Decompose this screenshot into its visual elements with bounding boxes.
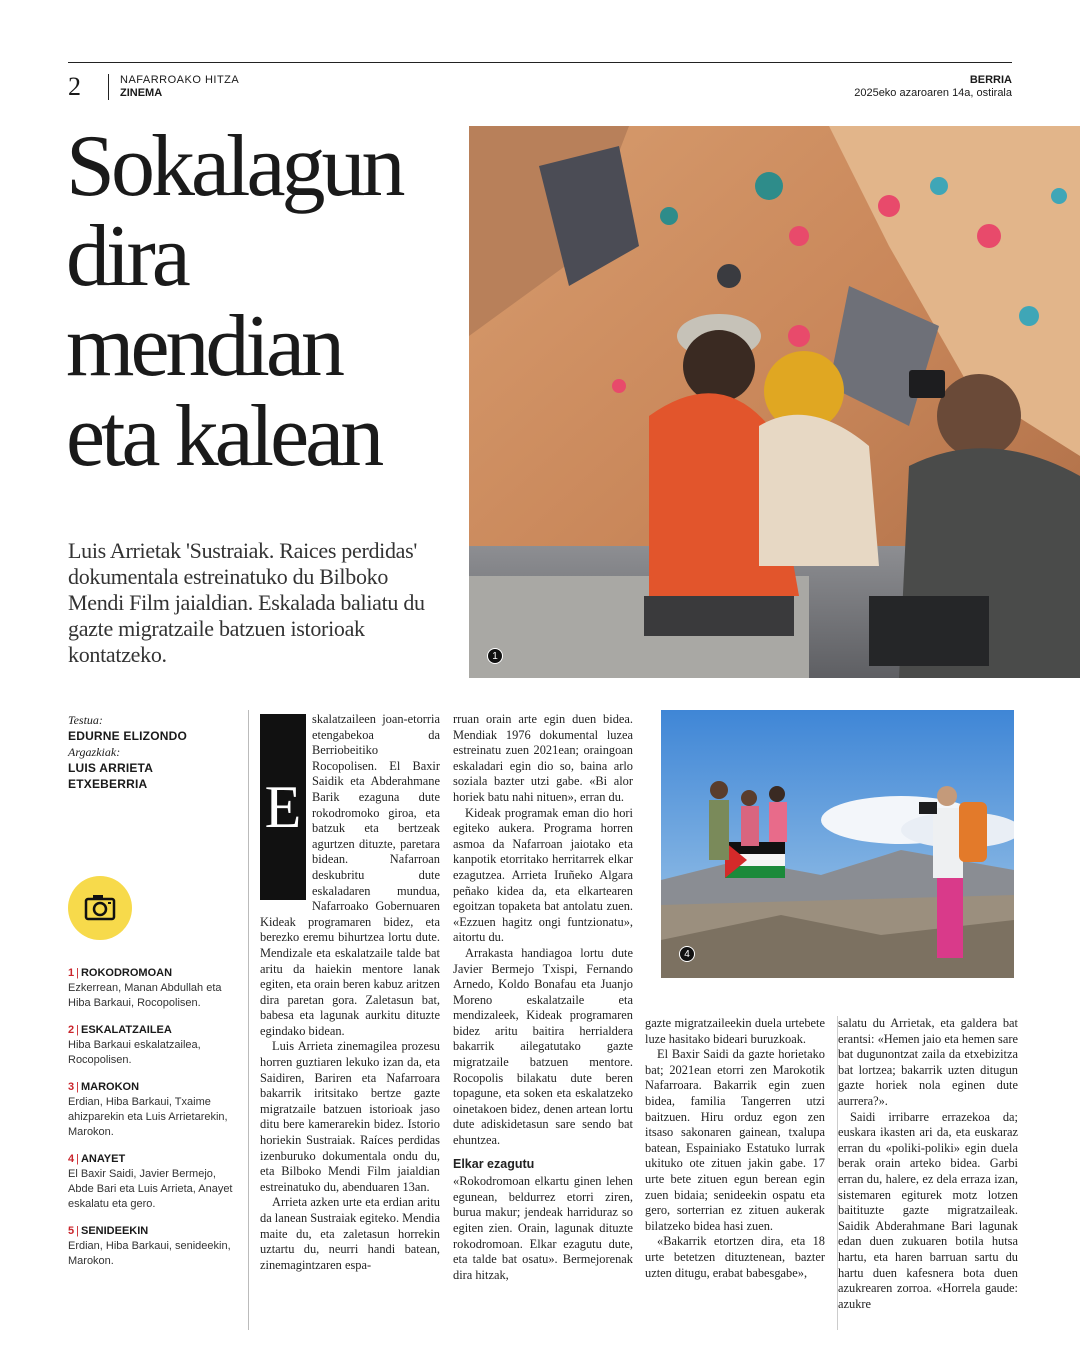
body-paragraph: El Baxir Saidi da gazte horietako bat; 2021ean etorri zen Marokotik Nafarroara. Bakarrik egin zuen bidea, familia Tangerren utzi baitzuen. Hiru orduz egon zen itsaso sakonaren gainean, txalupa batean, Espainiako Estatuko lurrak ukituko ote zituen jakin gabe. 17 urte bete zituen egun berean egin zuen bidaia; senideekin ospatu eta gero, sorterrian ez zituen aukerak bilatzeko bidea hasi zuen. bbox=[645, 1047, 825, 1233]
section-label bbox=[120, 74, 239, 100]
caption-title: ANAYET bbox=[80, 1153, 126, 1165]
text-credit-label: Testua: bbox=[68, 713, 103, 727]
article-column-3 bbox=[645, 1016, 825, 1281]
body-paragraph: Kideak programak eman dio hori egiteko aukera. Programa horren asmoa da Nafarroan jaiotako eta kanpotik etorritako herritarrek elkar ezagutzea. Arrieta Iruñeko Algara peñako kidea da, eta elkartearen egoitzan topaketa bat antolatu zuen. «Ezzuen hagitz ongi funtzionatu», aitortu du. bbox=[453, 805, 633, 945]
caption-text: El Baxir Saidi, Javier Bermejo, Abde Bari eta Luis Arrieta, Anayet eskalatu eta gero. bbox=[68, 1168, 233, 1210]
headline-line: Sokalagun bbox=[66, 118, 402, 215]
photo-credit-label: Argazkiak: bbox=[68, 745, 121, 759]
body-paragraph: Saidi irribarre errazekoa da; euskara ikasten ari da, eta euskaraz erran du «poliki-poliki» egin duela berak orain arteko bidea. Garbi erran du, halere, ez dela erraza izan, sistemaren egiturek motz lotzen baitituzte gazte migratzaileak. Saidik Abderahmane Bari lagunak edan duen zukuaren botila hutsa hartu, eta haren barruan sartu du hartu duen kafesnera bota duen azukrearen zorroa. «Horrela gaude: azukre bbox=[838, 1109, 1018, 1311]
lead-paragraph: Luis Arrietak 'Sustraiak. Raices perdidas' dokumentala estreinatuko du Bilboko Mendi Film jaialdian. Eskalada baliatu du gazte migratzaile batzuen istorioak kontatzeko. bbox=[68, 538, 425, 667]
article-column-2 bbox=[453, 712, 633, 1342]
section-name: NAFARROAKO HITZA bbox=[120, 74, 240, 86]
caption-title: ESKALATZAILEA bbox=[80, 1024, 172, 1036]
caption-text: Erdian, Hiba Barkaui, senideekin, Marokon. bbox=[68, 1240, 231, 1267]
caption-number: 5 bbox=[68, 1225, 75, 1237]
caption-number: 1 bbox=[68, 967, 75, 979]
body-paragraph: Luis Arrieta zinemagilea prozesu horren guztiaren lekuko izan da, eta Saidiren, Bariren eta Nafarroara bakarrik iritsitako bertze gazte migratzaile batzuen istorioak jaso ditu bere kamerarekin bidez. Istorio horiekin Sustraiak. Raíces perdidas izenburuko dokumentala ondu du, eta Bilboko Mendi Film jaialdian estreinatuko du, abenduaren 13an. bbox=[260, 1039, 440, 1194]
photo-number-badge: 4 bbox=[679, 946, 695, 962]
caption-text: Ezkerrean, Manan Abdullah eta Hiba Barkaui, Rocopolisen. bbox=[68, 982, 222, 1009]
caption-title: ROKODROMOAN bbox=[80, 967, 173, 979]
body-paragraph: gazte migratzaileekin duela urtebete luze hasitako bideari buruzkoak. bbox=[645, 1016, 825, 1046]
headline-line: dira bbox=[66, 208, 187, 305]
caption-title: MAROKON bbox=[80, 1081, 140, 1093]
column-rule bbox=[248, 710, 249, 1330]
caption-item: 3 | MAROKON Erdian, Hiba Barkaui, Txaime ahizparekin eta Luis Arrietarekin, Marokon. bbox=[68, 1080, 238, 1140]
header-rule bbox=[68, 62, 1012, 63]
issue-date: 2025eko azaroaren 14a, ostirala bbox=[854, 87, 1012, 99]
headline bbox=[66, 118, 466, 485]
caption-number: 4 bbox=[68, 1153, 75, 1165]
article-column-4 bbox=[838, 1016, 1018, 1312]
photo-author: LUIS ARRIETA bbox=[68, 761, 154, 775]
photo-author-line2: ETXEBERRIA bbox=[68, 777, 148, 791]
headline-line: mendian bbox=[66, 298, 342, 395]
newspaper-info bbox=[854, 74, 1012, 100]
body-paragraph: skalatzaileen joan-etorria etengabekoa da Berriobeitiko Rocopolisen. El Baxir Saidik eta Abderahmane Barik ezaguna dute rokodromoko giroa, eta batzuk eta bertzeak agurtzen dituzte, paretara bidean. Nafarroan deskubritu dute eskaladaren mundua, Nafarroako Gobernuaren Kideak programaren bidez, eta berezko eremu bihurtzea lortu dute. Mendizale eta eskalatzaile talde bat aritu da haiekin mentore lanak egiten, eta orain beren kabuz aritzen dira paretan gora. Zaletasun bat, babesa eta lagunak aurkitu dituzte egindako bidean. bbox=[260, 712, 440, 1038]
subheading: Elkar ezagutu bbox=[453, 1156, 535, 1171]
newspaper-name: BERRIA bbox=[969, 74, 1012, 86]
drop-cap: E bbox=[260, 714, 306, 900]
text-author: EDURNE ELIZONDO bbox=[68, 729, 188, 743]
photo-number-badge: 1 bbox=[487, 648, 503, 664]
subsection-name: ZINEMA bbox=[120, 87, 163, 99]
caption-title: SENIDEEKIN bbox=[80, 1225, 149, 1237]
page-number: 2 bbox=[68, 72, 81, 101]
caption-number: 2 bbox=[68, 1024, 75, 1036]
headline-line: eta kalean bbox=[66, 388, 381, 485]
secondary-photo-mountain bbox=[661, 710, 1014, 978]
body-paragraph: salatu du Arrietak, eta galdera bat erantsi: «Hemen jaio eta hemen sare bat dugunontzat zaila da etxebizitza bat lortzea; bakarrik uzten ditugun gazte horiek nola eginen dute aurrera?». bbox=[838, 1016, 1018, 1108]
caption-item: 4 | ANAYET El Baxir Saidi, Javier Bermejo, Abde Bari eta Luis Arrieta, Anayet eskalatu eta gero. bbox=[68, 1152, 238, 1212]
header-divider bbox=[108, 74, 109, 100]
caption-item: 5 | SENIDEEKIN Erdian, Hiba Barkaui, senideekin, Marokon. bbox=[68, 1224, 238, 1269]
body-paragraph: rruan orain arte egin duen bidea. Mendiak 1976 dokumental luzea estreinatu zuen 2021ean; oraingoan eskaladari egin dio so, baina arlo soziala bazter utzi gabe. «Bi alor horiek batu nahi nituen», erran du. bbox=[453, 712, 633, 804]
caption-number: 3 bbox=[68, 1081, 75, 1093]
caption-item: 1 | ROKODROMOAN Ezkerrean, Manan Abdullah eta Hiba Barkaui, Rocopolisen. bbox=[68, 966, 238, 1011]
caption-text: Hiba Barkaui eskalatzailea, Rocopolisen. bbox=[68, 1039, 201, 1066]
body-paragraph: Arrakasta handiagoa lortu dute Javier Bermejo Txispi, Fernando Arnedo, Koldo Bonafau eta Juanjo Moreno eskalatzaile eta mendizaleek, Kideak programaren bidez aritu baitira herrialdera bakarrik ailegatutako gazte migratzaile batzuen mentore. Rocopolis bilakatu dute beren topagune, eta soken eta eskalatzeko oinetakoen bidez, denen artean lortu dute adiskidetasun sare sendo bat ehuntzea. bbox=[453, 945, 633, 1148]
article-column-1 bbox=[260, 712, 440, 1342]
body-paragraph: «Bakarrik etortzen dira, eta 18 urte betetzen dituztenean, bazter uzten ditugu, erabat babesgabe», bbox=[645, 1234, 825, 1280]
body-paragraph: Arrieta azken urte eta erdian aritu da lanean Sustraiak egiteko. Mendia maite du, eta zaletasun horrekin uztartu du, neurri handi batean, zinemagintzaren espa- bbox=[260, 1195, 440, 1272]
camera-icon bbox=[68, 876, 132, 940]
photo-captions bbox=[68, 966, 238, 1281]
caption-text: Erdian, Hiba Barkaui, Txaime ahizparekin eta Luis Arrietarekin, Marokon. bbox=[68, 1096, 228, 1138]
caption-item: 2 | ESKALATZAILEA Hiba Barkaui eskalatzailea, Rocopolisen. bbox=[68, 1023, 238, 1068]
credits bbox=[68, 712, 238, 792]
body-paragraph: «Rokodromoan elkartu ginen lehen egunean, beldurrez etorri ziren, burua makur; jendeak harriduraz so egiten zien. Orain, lagunak dituzte rokodromoan. Elkar ezagutu dute, eta talde bat osatu». Bermejorenak dira hitzak, bbox=[453, 1174, 633, 1282]
main-photo-climbing-gym bbox=[469, 126, 1080, 678]
